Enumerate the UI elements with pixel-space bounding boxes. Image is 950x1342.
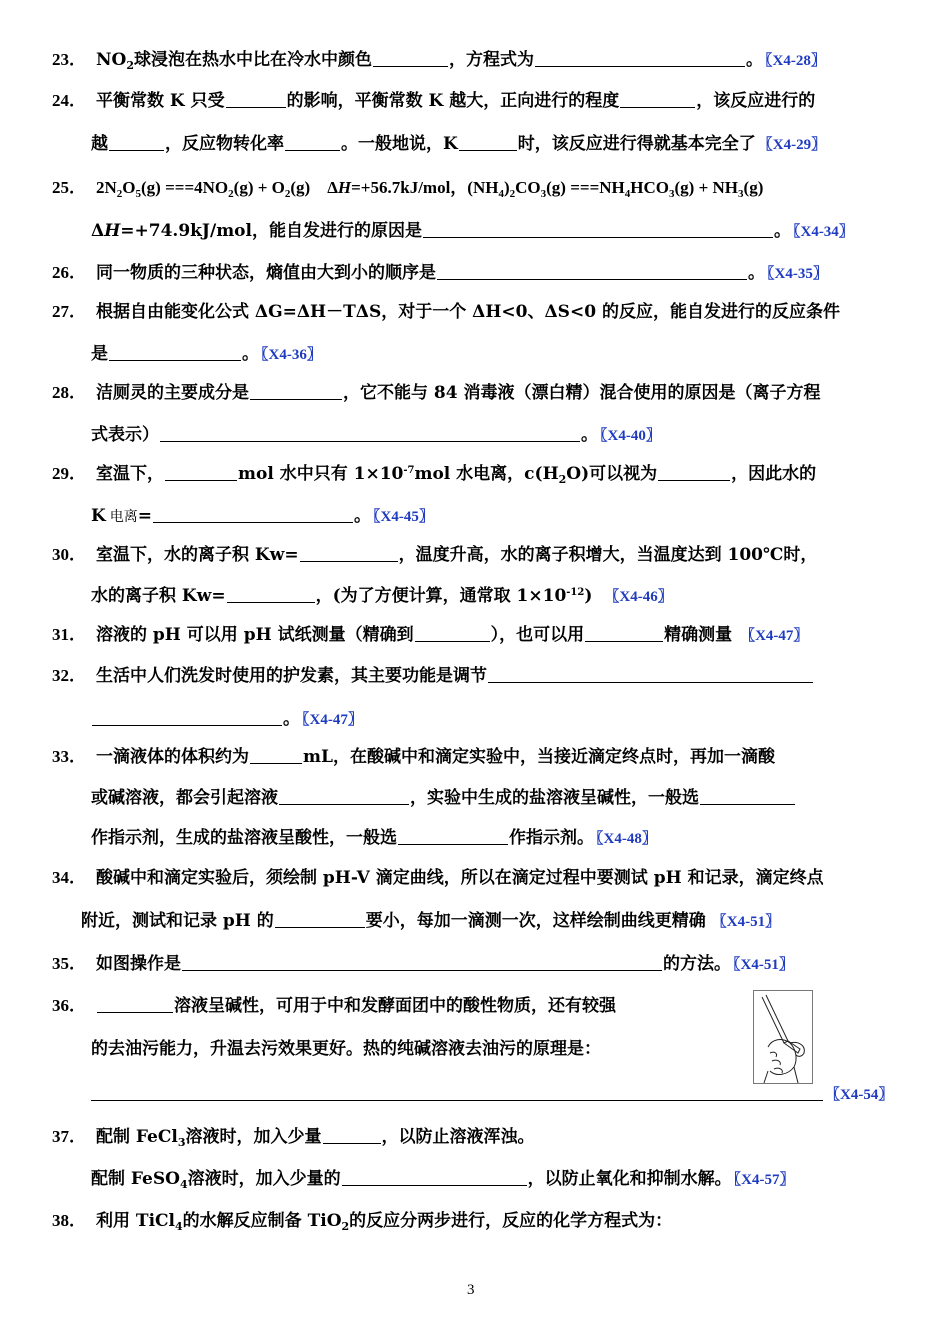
reference-tag: 〖X4-35〗 [767, 266, 828, 282]
answer-blank[interactable] [275, 909, 365, 928]
text: 的方法。 [663, 954, 731, 974]
question-26 [52, 261, 828, 286]
question-27-cont [91, 342, 322, 367]
answer-blank[interactable] [92, 707, 282, 726]
text: 溶液的 pH 可以用 pH 试纸测量（精确到 [96, 625, 414, 645]
question-number: 29． [52, 464, 86, 483]
text: 电离 [109, 509, 138, 525]
question-25 [52, 176, 763, 200]
text: ) [503, 178, 510, 197]
text: 的影响，平衡常数 K 越大，正向进行的程度 [286, 91, 620, 111]
question-23 [52, 48, 826, 73]
text: 。 [283, 709, 300, 729]
text: (g) ===4NO [141, 178, 229, 197]
titration-operation-figure [753, 990, 813, 1084]
question-number: 33． [52, 747, 86, 766]
text: 。 [242, 344, 259, 364]
text: 。一般地说，K [341, 134, 458, 154]
text: ，温度升高，水的离子积增大，当温度达到 100℃时， [398, 545, 818, 565]
reference-tag: 〖X4-40〗 [600, 428, 661, 444]
text: 。 [773, 221, 791, 241]
text: 溶液时，加入少量的 [187, 1169, 341, 1189]
page-number: 3 [467, 1282, 475, 1298]
subscript: 4 [175, 1220, 183, 1233]
text: 2N [96, 178, 117, 197]
answer-blank[interactable] [342, 1167, 527, 1186]
answer-blank[interactable] [437, 261, 747, 280]
answer-blank[interactable] [423, 219, 773, 238]
answer-blank[interactable] [620, 89, 695, 108]
answer-blank[interactable] [459, 132, 517, 151]
text: CO [515, 178, 541, 197]
subscript: 3 [540, 188, 547, 200]
answer-blank[interactable] [165, 462, 237, 481]
question-37 [52, 1125, 535, 1149]
text: 是 [91, 344, 108, 364]
superscript: -12 [566, 587, 585, 598]
reference-tag: 〖X4-54〗 [825, 1087, 894, 1103]
answer-blank[interactable] [109, 342, 241, 361]
answer-blank[interactable] [160, 423, 580, 442]
reference-tag: 〖X4-47〗 [740, 628, 809, 644]
answer-blank[interactable] [398, 826, 508, 845]
question-36 [52, 994, 616, 1018]
question-32-cont [91, 707, 363, 732]
text: 的水解反应制备 TiO [182, 1211, 342, 1231]
text: =+56.7kJ/mol，(NH [351, 178, 499, 197]
text: O)可以视为 [566, 464, 658, 484]
answer-blank[interactable] [227, 584, 315, 603]
text: 或碱溶液，都会引起溶液 [91, 788, 278, 808]
text: ），也可以用 [490, 625, 585, 645]
text: 洁厕灵的主要成分是 [96, 383, 249, 403]
text: (g) [743, 178, 764, 197]
question-number: 35． [52, 954, 86, 973]
subscript: 4 [498, 188, 504, 200]
answer-blank[interactable] [323, 1125, 381, 1144]
answer-blank[interactable] [109, 132, 164, 151]
subscript: 4 [624, 188, 631, 200]
subscript: 5 [135, 188, 142, 200]
text: 室温下， [96, 464, 164, 484]
question-number: 28． [52, 383, 86, 402]
answer-blank[interactable] [285, 132, 340, 151]
reference-tag: 〖X4-47〗 [302, 712, 363, 728]
text: H [337, 178, 352, 197]
text: K [91, 506, 106, 526]
text: 溶液呈碱性，可用于中和发酵面团中的酸性物质，还有较强 [174, 996, 616, 1016]
question-28 [52, 381, 821, 405]
answer-blank[interactable] [91, 1082, 823, 1101]
question-number: 30． [52, 545, 86, 564]
text: 球浸泡在热水中比在冷水中颜色 [134, 50, 373, 70]
question-31 [52, 623, 808, 648]
text: 酸碱中和滴定实验后，须绘制 pH-V 滴定曲线，所以在滴定过程中要测试 pH 和记录，滴定终点 [96, 868, 824, 888]
answer-blank[interactable] [415, 623, 490, 642]
text: 。 [746, 50, 764, 70]
text: 的去油污能力，升温去污效果更好。热的纯碱溶液去油污的原理是： [91, 1039, 601, 1059]
reference-tag: 〖X4-46〗 [604, 589, 673, 605]
text: 附近，测试和记录 pH 的 [81, 911, 274, 931]
answer-blank[interactable] [535, 48, 745, 67]
question-29-cont [91, 504, 434, 529]
text: (g) ===NH [546, 178, 625, 197]
question-number: 37． [52, 1127, 86, 1146]
text: = [137, 506, 153, 526]
reference-tag: 〖X4-34〗 [792, 224, 854, 240]
text: 利用 TiCl [96, 1211, 176, 1231]
text: ，以防止溶液浑浊。 [381, 1127, 535, 1147]
subscript: 3 [669, 188, 675, 200]
question-number: 23． [52, 50, 86, 69]
question-24 [52, 89, 815, 113]
text: 。 [354, 506, 372, 526]
question-number: 26． [52, 263, 86, 282]
text: O [122, 178, 136, 197]
text: (g) Δ [290, 178, 338, 197]
text: HCO [630, 178, 670, 197]
text: 时，该反应进行得就基本完全了 [517, 134, 756, 154]
answer-blank[interactable] [300, 543, 398, 562]
subscript: 2 [284, 188, 291, 200]
answer-blank[interactable] [658, 462, 730, 481]
text: mL，在酸碱中和滴定实验中，当接近滴定终点时，再加一滴酸 [303, 747, 775, 767]
text: 根据自由能变化公式 ΔG=ΔH－TΔS，对于一个 ΔH<0、ΔS<0 的反应，能自发进行的反应条件 [96, 302, 840, 322]
subscript: 3 [177, 1136, 186, 1149]
answer-blank[interactable] [373, 48, 448, 67]
text: (g) + NH [674, 178, 739, 197]
subscript: 2 [228, 188, 234, 200]
hand-pipette-sketch-icon [754, 991, 812, 1083]
question-number: 25． [52, 178, 86, 197]
text: 精确测量 [664, 625, 733, 645]
text: 如图操作是 [96, 954, 181, 974]
subscript: 2 [341, 1220, 350, 1233]
question-36-cont [91, 1037, 601, 1061]
reference-tag: 〖X4-51〗 [733, 957, 794, 973]
text: 。 [581, 425, 598, 445]
text: 室温下，水的离子积 Kw= [96, 545, 299, 565]
subscript: 2 [558, 473, 567, 486]
question-37-cont [91, 1167, 794, 1192]
text: NO [96, 50, 127, 70]
question-24-cont [91, 132, 826, 157]
text: ，方程式为 [449, 50, 535, 70]
subscript: 2 [126, 59, 135, 72]
text: mol 水中只有 1×10 [238, 464, 404, 484]
text: 作指示剂。 [509, 828, 594, 848]
question-29 [52, 462, 816, 486]
question-number: 31． [52, 625, 86, 644]
text: ，反应物转化率 [165, 134, 284, 154]
question-30-cont [91, 584, 673, 609]
text: 配制 FeSO [91, 1169, 180, 1189]
subscript: 2 [509, 188, 516, 200]
answer-blank[interactable] [279, 786, 409, 805]
subscript: 2 [116, 188, 123, 200]
question-number: 34． [52, 868, 86, 887]
question-34-cont [81, 909, 780, 934]
question-number: 24． [52, 91, 86, 110]
text: ，因此水的 [731, 464, 817, 484]
answer-blank[interactable] [182, 952, 662, 971]
question-32 [52, 664, 814, 688]
text: 生活中人们洗发时使用的护发素，其主要功能是调节 [96, 666, 487, 686]
text: ，以防止氧化和抑制水解。 [527, 1169, 732, 1189]
text: ，该反应进行的 [696, 91, 816, 111]
question-34 [52, 866, 824, 890]
text: 溶液时，加入少量 [185, 1127, 322, 1147]
reference-tag: 〖X4-51〗 [711, 914, 781, 930]
reference-tag: 〖X4-48〗 [596, 831, 657, 847]
reference-tag: 〖X4-45〗 [373, 509, 434, 525]
text: ，(为了方便计算，通常取 1×10 [315, 586, 567, 606]
question-27 [52, 300, 840, 324]
answer-blank[interactable] [153, 504, 353, 523]
text: Δ [91, 221, 105, 241]
question-number: 32． [52, 666, 86, 685]
text: 越 [91, 134, 108, 154]
answer-blank[interactable] [700, 786, 795, 805]
text: 要小，每加一滴测一次，这样绘制曲线更精确 [365, 911, 706, 931]
question-25-cont [91, 219, 854, 244]
reference-tag: 〖X4-36〗 [261, 347, 322, 363]
question-28-cont [91, 423, 661, 448]
answer-blank[interactable] [250, 381, 342, 400]
text: 的反应分两步进行，反应的化学方程式为： [349, 1211, 673, 1231]
reference-tag: 〖X4-57〗 [733, 1172, 795, 1188]
question-30 [52, 543, 817, 567]
text: (g) + O [233, 178, 285, 197]
text: 式表示） [91, 425, 159, 445]
question-38 [52, 1209, 672, 1233]
text: ，实验中生成的盐溶液呈碱性，一般选 [410, 788, 699, 808]
text: =+74.9kJ/mol，能自发进行的原因是 [120, 221, 422, 241]
question-35 [52, 952, 794, 977]
subscript: 3 [738, 188, 744, 200]
text: 作指示剂，生成的盐溶液呈酸性，一般选 [91, 828, 397, 848]
answer-blank[interactable] [585, 623, 663, 642]
text: 水的离子积 Kw= [91, 586, 226, 606]
answer-blank[interactable] [488, 664, 813, 683]
reference-tag: 〖X4-29〗 [757, 137, 827, 153]
text: 配制 FeCl [96, 1127, 178, 1147]
text: H [104, 221, 121, 241]
reference-tag: 〖X4-28〗 [765, 53, 826, 69]
text: 。 [748, 263, 765, 283]
question-33 [52, 745, 775, 769]
question-number: 27． [52, 302, 86, 321]
question-33-cont2 [91, 826, 657, 851]
answer-blank[interactable] [97, 994, 173, 1013]
text: 同一物质的三种状态，熵值由大到小的顺序是 [96, 263, 436, 283]
question-36-answer [91, 1082, 893, 1107]
text: 一滴液体的体积约为 [96, 747, 249, 767]
text: ) [584, 586, 593, 606]
text: mol 水电离，c(H [414, 464, 559, 484]
answer-blank[interactable] [250, 745, 302, 764]
subscript: 4 [179, 1178, 188, 1191]
text: ，它不能与 84 消毒液（漂白精）混合使用的原因是（离子方程 [343, 383, 821, 403]
answer-blank[interactable] [226, 89, 286, 108]
text: 平衡常数 K 只受 [96, 91, 225, 111]
superscript: -7 [403, 465, 415, 476]
question-number: 36． [52, 996, 86, 1015]
question-33-cont1 [91, 786, 796, 810]
question-number: 38． [52, 1211, 86, 1230]
